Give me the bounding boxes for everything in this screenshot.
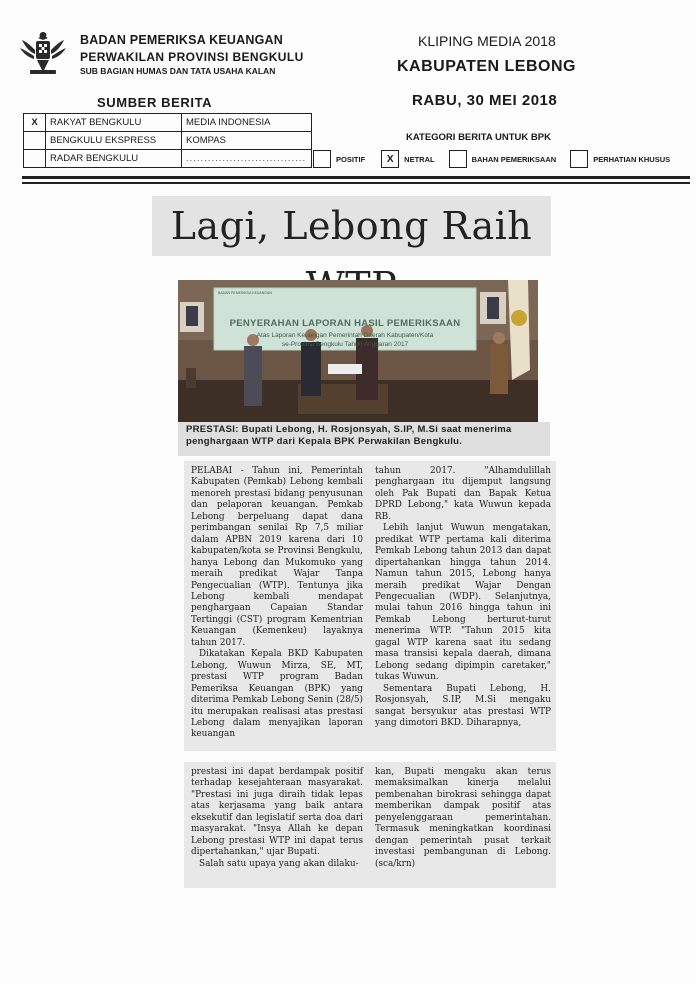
source-name: ................................. [182, 150, 312, 168]
article-photo [178, 280, 538, 426]
category-label: NETRAL [404, 154, 435, 164]
article-column [191, 767, 363, 870]
category-label: PERHATIAN KHUSUS [593, 154, 671, 164]
article-paragraph: kan, Bupati mengaku akan terus memaksimalkan kinerja melalui pembenahan birokrasi sehingga dapat memberikan dampak positif atas penyelenggaraan pemerintahan. Termasuk meningkatkan koordinasi dengan pemerintah pusat terkait investasi pembangunan di Lebong. (sca/krn) [375, 767, 551, 869]
category-checkbox-positif [313, 150, 331, 168]
category-label: BAHAN PEMERIKSAAN [471, 154, 557, 164]
sumber-berita-title: SUMBER BERITA [97, 95, 213, 110]
category-checkbox-netral: X [381, 150, 399, 168]
category-checkbox-bahan [449, 150, 467, 168]
kliping-title: KLIPING MEDIA 2018 [418, 33, 556, 49]
article-column [375, 767, 551, 870]
source-mark: X [24, 114, 46, 132]
source-table [23, 113, 312, 168]
org-name: BADAN PEMERIKSA KEUANGAN [80, 33, 283, 47]
category-checkbox-perhatian [570, 150, 588, 168]
article-paragraph: tahun 2017. "Alhamdulillah penghargaan itu dijemput langsung oleh Pak Bupati dan Bapak Ketua DPRD Lebong," kata Wuwun kepada RB. [375, 466, 551, 522]
article-headline: Lagi, Lebong Raih [170, 204, 533, 248]
article-column [375, 466, 551, 729]
header-divider [22, 182, 690, 184]
photo-banner-title: PENYERAHAN LAPORAN HASIL PEMERIKSAAN [229, 318, 461, 329]
garuda-logo-icon [18, 26, 68, 78]
photo-banner-subtitle: se-Provinsi Bengkulu Tahun Anggaran 2017 [281, 341, 409, 348]
article-paragraph: prestasi ini dapat berdampak positif terhadap kesejahteraan masyarakat. "Prestasi ini juga diraih tidak lepas atas kerjasama yang baik antara eksekutif dan legislatif serta doa dari masyarakat. "Insya Allah ke depan Lebong prestasi WTP ini dapat terus dipertahankan," ujar Bupati. [191, 767, 363, 858]
source-name: KOMPAS [182, 132, 312, 150]
photo-banner-org: BADAN PEMERIKSA KEUANGAN [218, 291, 272, 295]
header-divider [22, 176, 690, 179]
kategori-title: KATEGORI BERITA UNTUK BPK [406, 132, 551, 143]
org-branch: PERWAKILAN PROVINSI BENGKULU [80, 50, 304, 64]
source-name: RADAR BENGKULU [46, 150, 182, 168]
source-mark [24, 150, 46, 168]
article-column [191, 466, 363, 741]
source-name: MEDIA INDONESIA [182, 114, 312, 132]
article-paragraph: Sementara Bupati Lebong, H. Rosjonsyah, S.IP, M.Si mengaku sangat bersyukur atas prestasi WTP yang dimotori BKD. Diharapnya, [375, 683, 551, 728]
source-name: RAKYAT BENGKULU [46, 114, 182, 132]
photo-caption [186, 424, 546, 448]
clipping-date: RABU, 30 MEI 2018 [412, 92, 558, 109]
caption-line: PRESTASI: Bupati Lebong, H. Rosjonsyah, S.IP, M.Si saat menerima [186, 424, 512, 435]
source-name: BENGKULU EKSPRESS [46, 132, 182, 150]
category-label: POSITIF [336, 154, 366, 164]
photo-banner-subtitle: Atas Laporan Keuangan Pemerintah Daerah Kabupaten/Kota [256, 332, 434, 339]
category-checkboxes [313, 150, 679, 168]
article-paragraph: Lebih lanjut Wuwun mengatakan, predikat WTP pertama kali diterima Pemkab Lebong tahun 2013 dan dapat dipertahankan hingga tahun 2014. Namun tahun 2015, Lebong hanya meraih predikat Wajar Dengan Pengecualian (WDP). Selanjutnya, mulai tahun 2016 hingga tahun ini Pemkab Lebong berturut-turut menerima WTP. "Tahun 2015 kita gagal WTP karena saat itu sedang masa transisi kepala daerah, dimana Lebong sedang dipimpin caretaker," tukas Wuwun. [375, 523, 551, 683]
source-mark [24, 132, 46, 150]
article-paragraph: Dikatakan Kepala BKD Kabupaten Lebong, Wuwun Mirza, SE, MT, prestasi WTP program Badan Pemeriksa Keuangan (BPK) yang diterima Pemkab Lebong Senin (28/5) itu merupakan realisasi atas prestasi Lebong dalam menyajikan laporan keuangan [191, 649, 363, 740]
article-paragraph: Salah satu upaya yang akan dilaku- [199, 858, 359, 869]
caption-line: penghargaan WTP dari Kepala BPK Perwakilan Bengkulu. [186, 436, 463, 447]
article-paragraph: PELABAI - Tahun ini, Pemerintah Kabupaten (Pemkab) Lebong kembali menoreh prestasi bidang penyusunan dan pelaporan keuangan. Pemkab Lebong berpeluang dapat dana perimbangan senilai Rp 7,5 miliar dalam APBN 2019 karena dari 10 kabupaten/kota se Provinsi Bengkulu, hanya Lebong dan Mukomuko yang meraih predikat Wajar Tanpa Pengecualian (WTP). Tentunya jika Lebong kembali mendapat penghargaan Capaian Standar Tertinggi (CST) program Kementrian Keuangan (Kemenkeu) layaknya tahun 2017. [191, 466, 363, 648]
region-title: KABUPATEN LEBONG [397, 58, 576, 75]
org-subdivision: SUB BAGIAN HUMAS DAN TATA USAHA KALAN [80, 66, 276, 76]
source-row [24, 132, 312, 150]
source-row [24, 150, 312, 168]
source-row [24, 114, 312, 132]
